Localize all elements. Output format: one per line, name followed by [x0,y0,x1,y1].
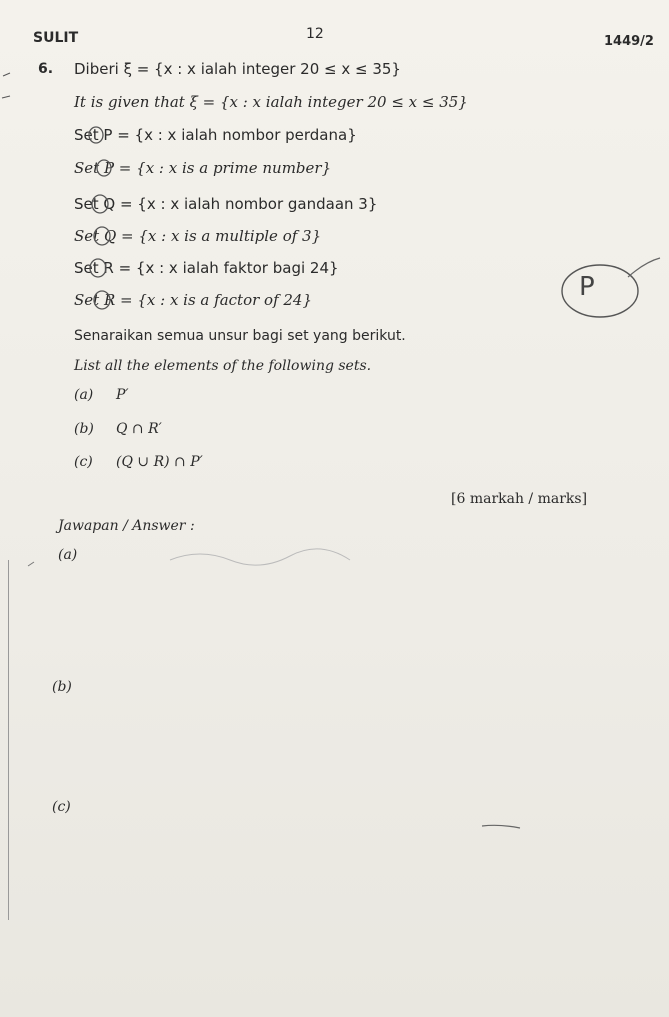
instruction-malay: Senaraikan semua unsur bagi set yang berikut. [74,328,406,344]
margin-line [8,560,9,920]
given-malay: Diberi ξ = {x : x ialah integer 20 ≤ x ≤ 35} [74,60,401,78]
marks-note: [6 markah / marks] [451,491,588,507]
set-p-malay: Set P = {x : x ialah nombor perdana} [74,126,357,144]
part-c-expression: (Q ∪ R) ∩ P′ [116,454,203,470]
set-r-malay: Set R = {x : x ialah faktor bagi 24} [74,259,339,277]
answer-label-b: (b) [52,679,72,695]
part-c-label: (c) [74,454,93,470]
given-english: It is given that ξ = {x : x ialah integer 20 ≤ x ≤ 35} [74,93,468,111]
answer-heading: Jawapan / Answer : [58,518,195,534]
paper-code: 1449/2 [604,34,654,49]
set-q-english: Set Q = {x : x is a multiple of 3} [74,227,322,245]
instruction-english: List all the elements of the following sets. [74,358,372,374]
part-b-expression: Q ∩ R′ [116,421,162,437]
set-q-malay: Set Q = {x : x ialah nombor gandaan 3} [74,195,378,213]
page-number: 12 [306,26,324,42]
part-b-label: (b) [74,421,94,437]
set-r-english: Set R = {x : x is a factor of 24} [74,291,313,309]
question-number: 6. [38,61,54,77]
answer-label-a: (a) [58,547,78,563]
part-a-expression: P′ [116,387,129,403]
handwritten-letter: P [579,272,595,302]
part-a-label: (a) [74,387,94,403]
set-p-english: Set P = {x : x is a prime number} [74,159,332,177]
answer-label-c: (c) [52,799,71,815]
header-sulit: SULIT [33,30,79,46]
